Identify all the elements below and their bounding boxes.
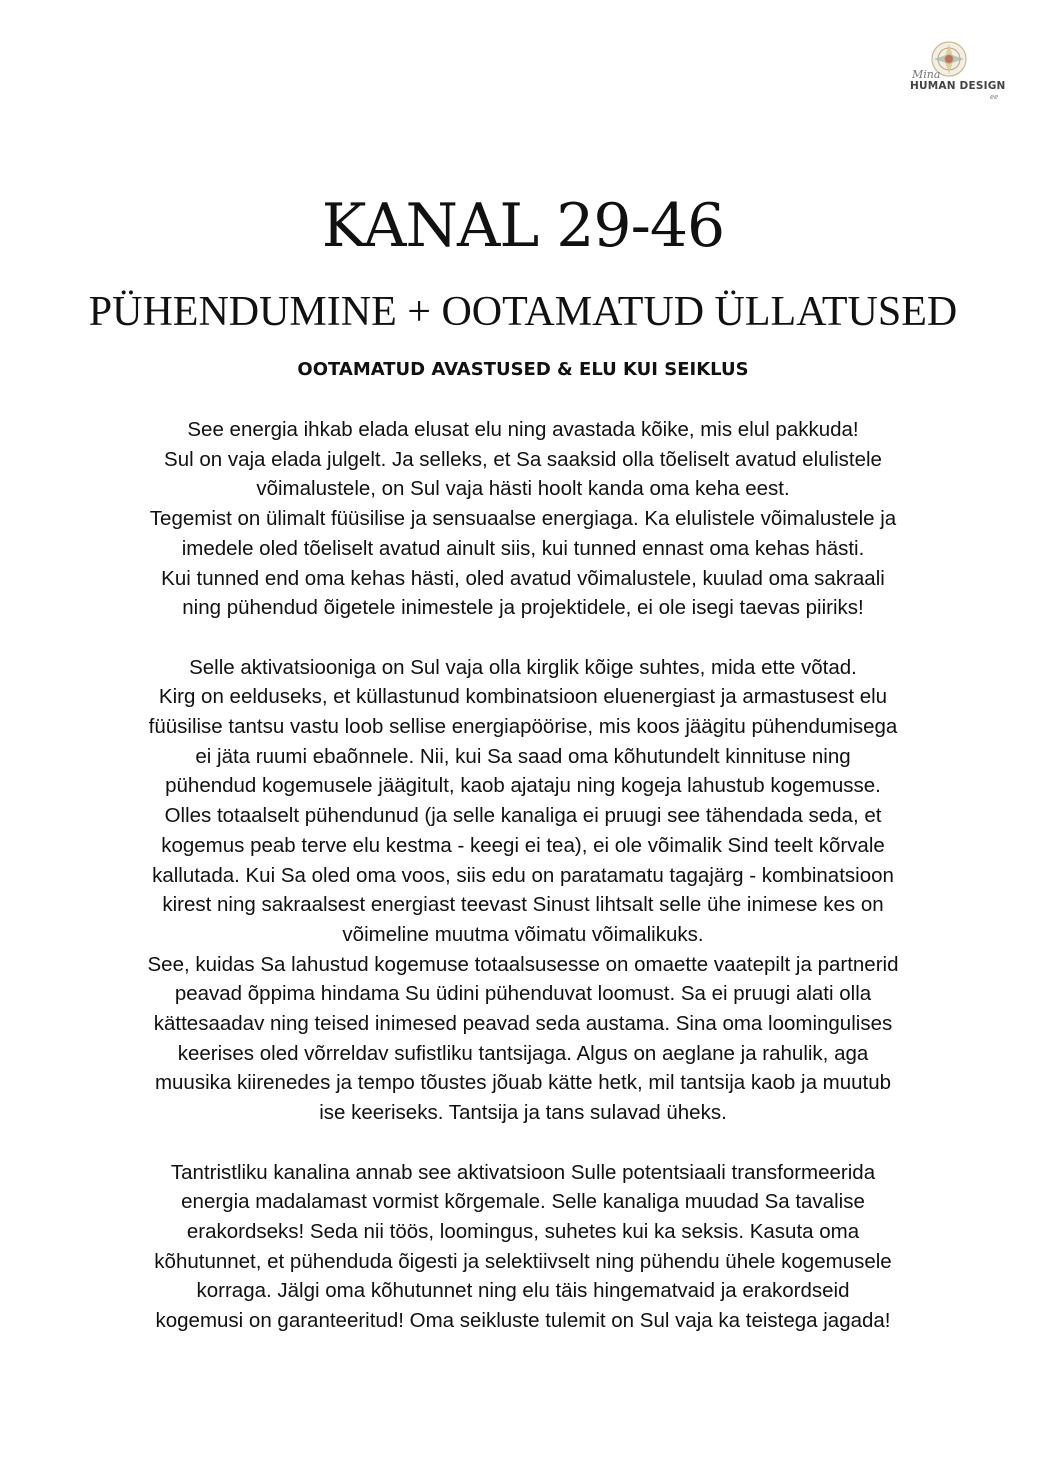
paragraph-line: võimeline muutma võimatu võimalikuks. bbox=[342, 922, 704, 946]
paragraph-line: erakordseks! Seda nii töös, loomingus, suhetes kui ka seksis. Kasuta oma bbox=[186, 1219, 860, 1243]
paragraph-line: võimalustele, on Sul vaja hästi hoolt kanda oma keha eest. bbox=[256, 477, 790, 501]
paragraph-line: Tantristliku kanalina annab see aktivatsioon Sulle potentsiaali transformeerida bbox=[170, 1160, 876, 1184]
paragraph-line: kallutada. Kui Sa oled oma voos, siis edu on paratamatu tagajärg - kombinatsioon bbox=[152, 863, 894, 887]
paragraph-line: keerises oled võrreldav sufistliku tantsijaga. Algus on aeglane ja rahulik, aga bbox=[177, 1041, 869, 1065]
paragraph-line: ei jäta ruumi ebaõnnele. Nii, kui Sa saad oma kõhutundelt kinnituse ning bbox=[195, 744, 851, 768]
paragraph-gap bbox=[90, 1128, 956, 1158]
page-tagline: OOTAMATUD AVASTUSED & ELU KUI SEIKLUS bbox=[297, 359, 749, 380]
paragraph-line: Sul on vaja elada julgelt. Ja selleks, et Sa saaksid olla tõeliselt avatud elulistele bbox=[164, 447, 882, 471]
paragraph-line: kogemusi on garanteeritud! Oma seikluste tulemit on Sul vaja ka teistega jagada! bbox=[155, 1309, 891, 1333]
page-subtitle: PÜHENDUMINE + OOTAMATUD ÜLLATUSED bbox=[88, 289, 958, 335]
paragraph-line: muusika kiirenedes ja tempo tõustes jõuab kätte hetk, mil tantsija kaob ja muutub bbox=[154, 1071, 892, 1095]
paragraph-line: energia madalamast vormist kõrgemale. Selle kanaliga muudad Sa tavalise bbox=[181, 1190, 865, 1214]
paragraph-line: Selle aktivatsiooniga on Sul vaja olla kirglik kõige suhtes, mida ette võtad. bbox=[189, 655, 857, 679]
brand-logo bbox=[900, 40, 1010, 106]
paragraph-line: ning pühendud õigetele inimestele ja projektidele, ei ole isegi taevas piiriks! bbox=[182, 596, 864, 620]
paragraph-line: imedele oled tõeliselt avatud ainult siis, kui tunned ennast oma kehas hästi. bbox=[181, 536, 865, 560]
paragraph-line: ise keeriseks. Tantsija ja tans sulavad üheks. bbox=[319, 1101, 727, 1125]
logo-domain: ee bbox=[990, 93, 999, 101]
paragraph-line: kirest ning sakraalsest energiast teevast Sinust lihtsalt selle ühe inimese kes on bbox=[162, 893, 884, 917]
paragraph-line: pühendud kogemusele jäägitult, kaob ajataju ning kogeja lahustub kogemusse. bbox=[165, 774, 881, 798]
paragraph-line: füüsilise tantsu vastu loob sellise energiapöörise, mis koos jäägitu pühendumisega bbox=[148, 715, 898, 739]
paragraph-line: Olles totaalselt pühendunud (ja selle kanaliga ei pruugi see tähendada seda, et bbox=[164, 804, 882, 828]
paragraph-line: kättesaadav ning teised inimesed peavad seda austama. Sina oma loomingulises bbox=[153, 1012, 893, 1036]
paragraph-line: Tegemist on ülimalt füüsilise ja sensuaalse energiaga. Ka elulistele võimalustele ja bbox=[149, 507, 897, 531]
paragraph-line: korraga. Jälgi oma kõhutunnet ning elu täis hingematvaid ja erakordseid bbox=[196, 1279, 850, 1303]
paragraph-line: kõhutunnet, et pühenduda õigesti ja selektiivselt ning pühendu ühele kogemusele bbox=[154, 1249, 892, 1273]
page-title: KANAL 29-46 bbox=[321, 191, 725, 261]
paragraph-line: See, kuidas Sa lahustud kogemuse totaalsusesse on omaette vaatepilt ja partnerid bbox=[147, 952, 899, 976]
paragraph-line: See energia ihkab elada elusat elu ning avastada kõike, mis elul pakkuda! bbox=[187, 418, 859, 441]
logo-wordmark: HUMAN DESIGN bbox=[910, 80, 1006, 92]
paragraph-line: Kui tunned end oma kehas hästi, oled avatud võimalustele, kuulad oma sakraali bbox=[161, 566, 885, 590]
paragraph-line: peavad õppima hindama Su üdini pühenduvat loomust. Sa ei pruugi alati olla bbox=[174, 982, 872, 1006]
logo-script-text: Mina bbox=[912, 68, 941, 81]
paragraph-line: kogemus peab terve elu kestma - keegi ei tea), ei ole võimalik Sind teelt kõrvale bbox=[161, 833, 885, 857]
body-text bbox=[90, 415, 956, 1336]
paragraph-line: Kirg on eelduseks, et küllastunud kombinatsioon eluenergiast ja armastusest elu bbox=[158, 685, 888, 709]
paragraph-gap bbox=[90, 623, 956, 653]
